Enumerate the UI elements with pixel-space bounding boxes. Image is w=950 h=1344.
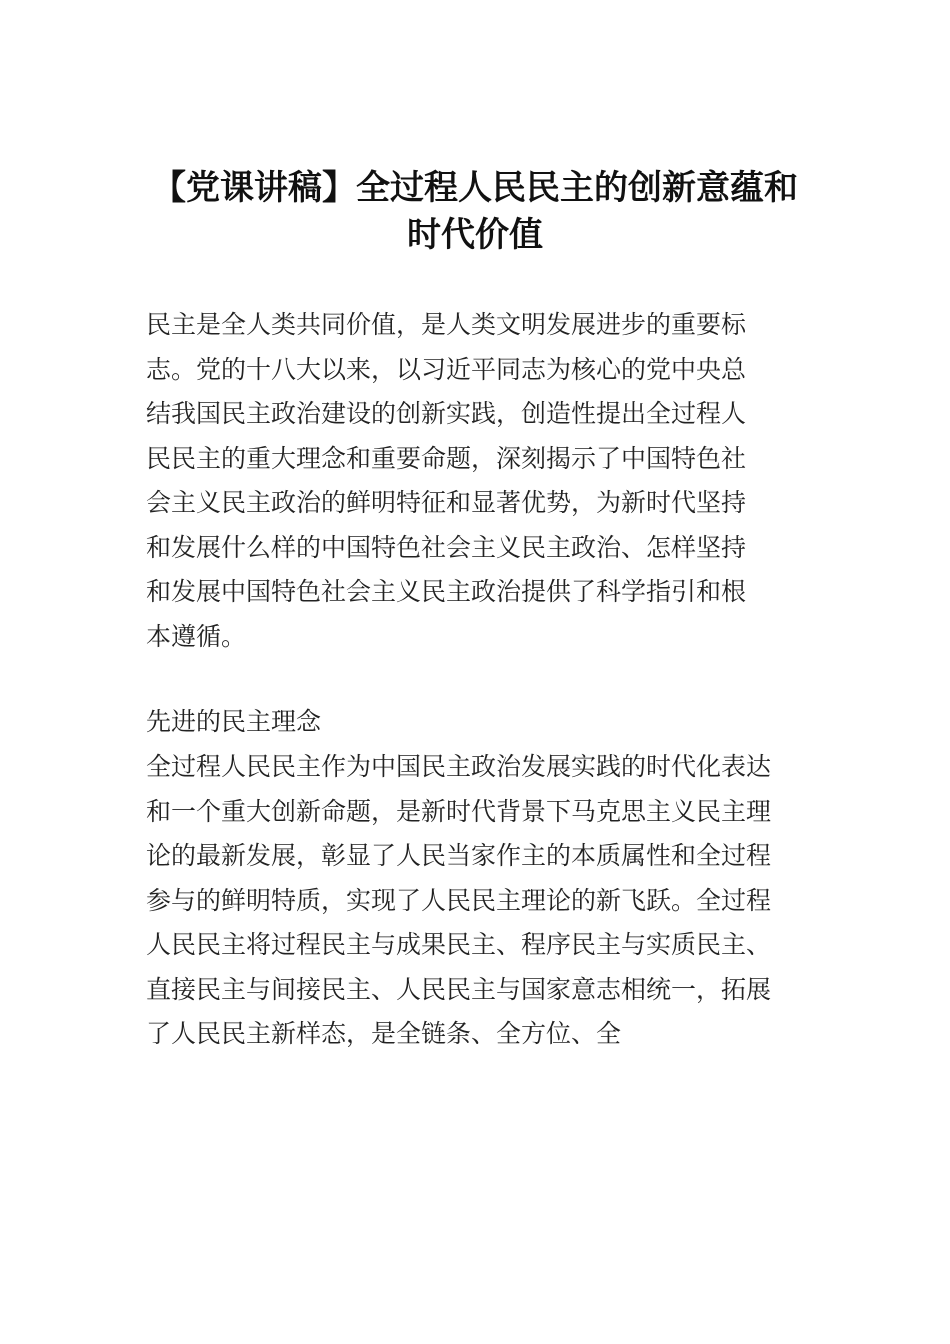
text-line: 人民民主将过程民主与成果民主、程序民主与实质民主、 <box>146 930 772 959</box>
section-paragraph <box>146 745 826 1057</box>
text-line: 了人民民主新样态，是全链条、全方位、全 <box>146 1019 622 1048</box>
text-line: 和一个重大创新命题，是新时代背景下马克思主义民主理 <box>146 796 772 826</box>
text-line: 论的最新发展，彰显了人民当家作主的本质属性和全过程 <box>146 841 772 870</box>
text-line: 和发展什么样的中国特色社会主义民主政治、怎样坚持 <box>146 532 747 562</box>
text-line: 直接民主与间接民主、人民民主与国家意志相统一，拓展 <box>146 974 772 1004</box>
text-line: 民主是全人类共同价值，是人类文明发展进步的重要标 <box>146 310 747 339</box>
text-line: 本遵循。 <box>146 621 247 651</box>
text-line: 全过程人民民主作为中国民主政治发展实践的时代化表达 <box>146 752 772 781</box>
title-line: 时代价值 <box>407 215 543 255</box>
title-line: 【党课讲稿】全过程人民民主的创新意蕴和 <box>152 168 798 208</box>
text-line: 会主义民主政治的鲜明特征和显著优势，为新时代坚持 <box>146 488 747 517</box>
text-line: 志。党的十八大以来，以习近平同志为核心的党中央总 <box>146 354 747 384</box>
text-line: 参与的鲜明特质，实现了人民民主理论的新飞跃。全过程 <box>146 885 772 915</box>
intro-paragraph <box>146 303 826 659</box>
text-line: 民民主的重大理念和重要命题，深刻揭示了中国特色社 <box>146 443 747 473</box>
document-title <box>120 165 830 259</box>
section-heading: 先进的民主理念 <box>146 707 322 736</box>
text-line: 和发展中国特色社会主义民主政治提供了科学指引和根 <box>146 577 747 606</box>
text-line: 结我国民主政治建设的创新实践，创造性提出全过程人 <box>146 399 747 428</box>
